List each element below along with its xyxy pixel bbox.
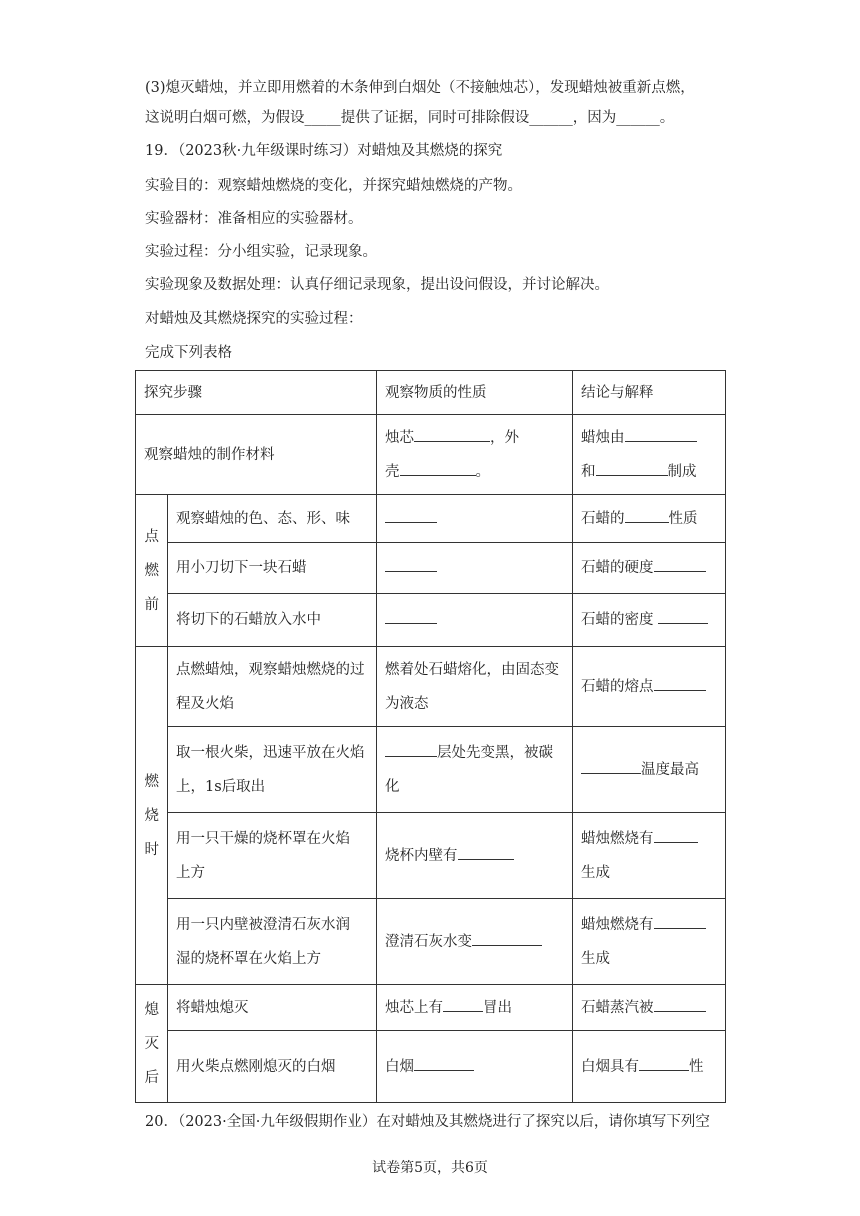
answer-blank[interactable] [443,996,483,1012]
material-step: 观察蜡烛的制作材料 [136,415,377,495]
answer-blank[interactable] [385,608,437,624]
table-caption: 完成下列表格 [145,345,232,361]
after-obs-2 [377,1031,573,1103]
text-melting-point: 石蜡的熔点 [581,678,654,695]
before-obs-1 [377,495,573,543]
obs-text: 层处先变黑，被碳 [437,744,553,761]
obs-text: 烧杯内壁有 [385,847,458,864]
after-step-2: 用火柴点燃刚熄灭的白烟 [168,1031,377,1103]
answer-blank[interactable] [625,507,669,523]
obs-text: 化 [385,778,400,795]
after-step-1: 将蜡烛熄灭 [168,985,377,1031]
q20-header: 20．（2023·全国·九年级假期作业）在对蜡烛及其燃烧进行了探究以后，请你填写下列空 [145,1114,710,1130]
q18-part3-line1: (3)熄灭蜡烛，并立即用燃着的木条伸到白烟处（不接触烛芯），发现蜡烛被重新点燃， [145,80,695,96]
table-row-material [136,415,726,495]
before-concl-1 [573,495,726,543]
step-text: 程及火焰 [176,695,234,712]
after-concl-2 [573,1031,726,1103]
experiment-purpose: 实验目的：观察蜡烛燃烧的变化，并探究蜡烛燃烧的产物。 [145,178,522,194]
during-obs-3 [377,813,573,899]
text-shell: 壳 [385,463,400,480]
obs-text: 冒出 [483,999,512,1016]
after-obs-1 [377,985,573,1031]
header-step: 探究步骤 [136,371,377,415]
concl-text: 白烟具有 [581,1058,639,1075]
obs-text: 烛芯上有 [385,999,443,1016]
text-paraffin: 石蜡的 [581,510,625,527]
page-footer: 试卷第5页，共6页 [372,1160,488,1176]
q19-header: 19．（2023秋·九年级课时练习）对蜡烛及其燃烧的探究 [145,143,503,159]
step-text: 湿的烧杯罩在火焰上方 [176,950,321,967]
answer-blank[interactable] [472,930,542,946]
during-obs-4 [377,899,573,985]
obs-text: 为液态 [385,695,429,712]
experiment-intro: 对蜡烛及其燃烧探究的实验过程： [145,311,363,327]
during-step-4 [168,899,377,985]
after-concl-1 [573,985,726,1031]
text-and: 和 [581,463,596,480]
experiment-process: 实验过程：分小组实验，记录现象。 [145,244,377,260]
before-step-3: 将切下的石蜡放入水中 [168,594,377,647]
step-text: 点燃蜡烛，观察蜡烛燃烧的过 [176,661,365,678]
during-concl-3 [573,813,726,899]
concl-text: 蜡烛燃烧有 [581,830,654,847]
answer-blank[interactable] [654,827,698,843]
stage-during-label: 燃烧时 [144,773,159,858]
answer-blank[interactable] [654,913,706,929]
during-step-2 [168,727,377,813]
answer-blank[interactable] [654,556,706,572]
before-obs-3 [377,594,573,647]
text-candle-made-of: 蜡烛由 [581,429,625,446]
table-row-before-1 [136,495,726,543]
answer-blank[interactable] [385,507,437,523]
text-highest-temp: 温度最高 [641,761,699,778]
experiment-table [135,370,726,1103]
before-concl-3 [573,594,726,647]
before-concl-2 [573,543,726,594]
answer-blank[interactable] [400,460,476,476]
header-conclusion: 结论与解释 [573,371,726,415]
text-outer: ，外 [490,429,519,446]
table-row-during-2 [136,727,726,813]
step-text: 上方 [176,864,205,881]
during-step-1 [168,647,377,727]
stage-during [136,647,168,985]
concl-text: 生成 [581,950,610,967]
answer-blank[interactable] [654,675,706,691]
table-row-before-2 [136,543,726,594]
concl-text: 蜡烛燃烧有 [581,916,654,933]
text-property: 性质 [668,510,698,527]
obs-text: 白烟 [385,1058,414,1075]
answer-blank[interactable] [385,556,437,572]
step-text: 取一根火柴，迅速平放在火焰 [176,744,365,761]
stage-after-label: 熄灭后 [144,1001,159,1086]
concl-text: 石蜡蒸汽被 [581,999,654,1016]
table-row-after-2 [136,1031,726,1103]
table-row-during-1 [136,647,726,727]
before-obs-2 [377,543,573,594]
table-header-row [136,371,726,415]
during-obs-1 [377,647,573,727]
text-period: 。 [475,463,490,480]
answer-blank[interactable] [596,460,668,476]
answer-blank[interactable] [639,1055,689,1071]
before-step-2: 用小刀切下一块石蜡 [168,543,377,594]
step-text: 用一只干燥的烧杯罩在火焰 [176,830,350,847]
table-row-during-3 [136,813,726,899]
text-hardness: 石蜡的硬度 [581,560,654,576]
header-observation: 观察物质的性质 [377,371,573,415]
before-step-1: 观察蜡烛的色、态、形、味 [168,495,377,543]
stage-before [136,495,168,647]
obs-text: 燃着处石蜡熔化，由固态变 [385,661,559,678]
experiment-phenomena: 实验现象及数据处理：认真仔细记录现象，提出设问假设，并讨论解决。 [145,277,609,293]
during-concl-4 [573,899,726,985]
answer-blank[interactable] [581,758,641,774]
obs-text: 澄清石灰水变 [385,933,472,950]
during-obs-2 [377,727,573,813]
answer-blank[interactable] [458,844,514,860]
experiment-equipment: 实验器材：准备相应的实验器材。 [145,211,363,227]
answer-blank[interactable] [385,741,437,757]
answer-blank[interactable] [625,426,697,442]
table-row-before-3 [136,594,726,647]
text-density: 石蜡的密度 [581,612,654,628]
concl-text: 性 [689,1058,704,1075]
material-observation [377,415,573,495]
text-wick: 烛芯 [385,429,414,446]
answer-blank[interactable] [414,426,490,442]
step-text: 上，1s后取出 [176,778,266,795]
answer-blank[interactable] [658,608,708,624]
step-text: 用一只内壁被澄清石灰水润 [176,916,350,933]
answer-blank[interactable] [414,1055,474,1071]
answer-blank[interactable] [654,996,706,1012]
table-row-during-4 [136,899,726,985]
text-made: 制成 [667,463,697,480]
material-conclusion [573,415,726,495]
stage-after [136,985,168,1103]
q18-part3-line2: 这说明白烟可燃，为假设_____提供了证据，同时可排除假设______，因为______。 [145,110,675,126]
stage-before-label: 点燃前 [144,528,159,613]
during-concl-1 [573,647,726,727]
during-concl-2 [573,727,726,813]
table-row-after-1 [136,985,726,1031]
concl-text: 生成 [581,864,610,881]
during-step-3 [168,813,377,899]
